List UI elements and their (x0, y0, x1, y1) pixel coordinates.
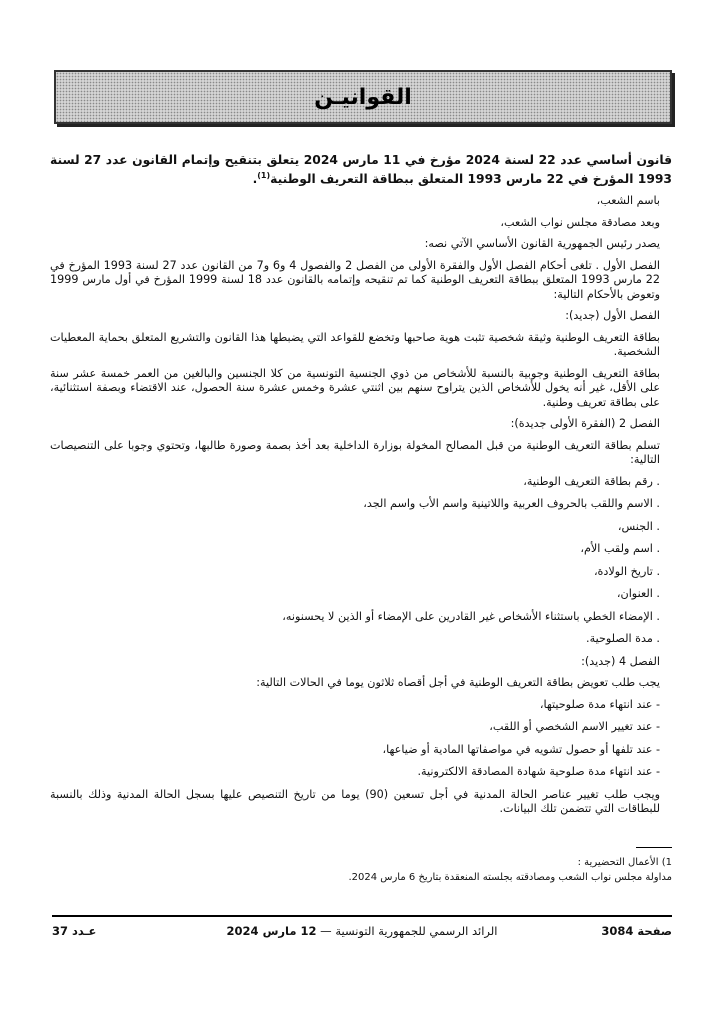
list-item: . تاريخ الولادة، (593, 564, 660, 578)
new-article-1-paragraph: بطاقة التعريف الوطنية وجوبية بالنسبة للأشخاص من ذوي الجنسية التونسية من كلا الجنسين والبالغين من العمر خمسة عشر سنة على الأقل، غير أنه يخول للأشخاص الذين يتراوح سنهم بين اثنتي عشرة وخمس عشرة سنة الحصول، عند الاقتضاء وبصفة استثنائية، على بطاقة تعريف وطنية. (50, 366, 660, 409)
list-item: . اسم ولقب الأم، (580, 542, 660, 556)
law-title-text: قانون أساسي عدد 22 لسنة 2024 مؤرخ في 11 مارس 2024 يتعلق بتنقيح وإتمام القانون عدد 27 لسنة 1993 المؤرخ في 22 مارس 1993 المتعلق ببطاقة التعريف الوطنية (50, 153, 672, 187)
issue-number: عـدد 37 (52, 924, 97, 938)
page-footer (52, 924, 672, 942)
list-item: - عند تغيير الاسم الشخصي أو اللقب، (489, 720, 660, 734)
footnote (50, 855, 672, 885)
article-1: الفصل الأول . تلغى أحكام الفصل الأول والفقرة الأولى من الفصل 2 والفصول 4 و6 و7 من القانون عدد 27 لسنة 1993 المؤرخ في 22 مارس 1993 المتعلق ببطاقة التعريف الوطنية كما تم تنقيحه وإتمامه بالقانون عدد 18 لسنة 1999 المؤرخ في أول مارس 1999 وتعوض بالأحكام التالية: (50, 258, 660, 301)
footnote-label: 1) الأعمال التحضيرية : (577, 857, 672, 868)
preamble-line: وبعد مصادقة مجلس نواب الشعب، (500, 215, 660, 229)
law-title-end: . (252, 172, 258, 187)
page-number: صفحة 3084 (601, 924, 672, 938)
list-item: - عند انتهاء مدة صلوحيتها، (539, 697, 660, 711)
new-article-1-paragraph: بطاقة التعريف الوطنية وثيقة شخصية تثبت هوية صاحبها وتخضع للقواعد التي يضبطها هذا القانون والتشريع المتعلق بحماية المعطيات الشخصية. (50, 330, 660, 359)
footer-divider (52, 915, 672, 917)
list-item: . الجنس، (617, 519, 660, 533)
new-article-4-closing: ويجب طلب تغيير عناصر الحالة المدنية في أجل تسعين (90) يوما من تاريخ التنصيص عليها بسجل الحالة المدنية وذلك بالنسبة للبطاقات التي تتضمن تلك البيانات. (50, 787, 660, 816)
preamble-line: يصدر رئيس الجمهورية القانون الأساسي الآتي نصه: (424, 237, 660, 251)
new-article-1-heading: الفصل الأول (جديد): (565, 309, 660, 323)
list-item: . رقم بطاقة التعريف الوطنية، (523, 474, 660, 488)
preamble-line: باسم الشعب، (596, 194, 660, 208)
section-title: القوانيـن (314, 84, 412, 110)
new-article-4-intro: يجب طلب تعويض بطاقة التعريف الوطنية في أجل أقصاه ثلاثون يوما في الحالات التالية: (256, 676, 660, 690)
list-item: . الإمضاء الخطي باستثناء الأشخاص غير القادرين على الإمضاء أو الذين لا يحسنونه، (282, 609, 660, 623)
journal-name: الرائد الرسمي للجمهورية التونسية — (320, 924, 498, 938)
list-item: . الاسم واللقب بالحروف العربية واللاتينية واسم الأب واسم الجد، (363, 497, 660, 511)
new-article-2-heading: الفصل 2 (الفقرة الأولى جديدة): (510, 417, 660, 431)
footnote-divider (636, 847, 672, 848)
new-article-4-heading: الفصل 4 (جديد): (581, 654, 660, 668)
section-banner (54, 70, 672, 124)
list-item: - عند تلفها أو حصول تشويه في مواصفاتها المادية أو ضياعها، (382, 742, 660, 756)
footnote-text: مداولة مجلس نواب الشعب ومصادقته بجلسته المنعقدة بتاريخ 6 مارس 2024. (348, 872, 672, 883)
list-item: - عند انتهاء مدة صلوحية شهادة المصادقة الالكترونية. (417, 765, 660, 779)
list-item: . مدة الصلوحية. (586, 632, 660, 646)
footnote-ref[interactable]: (1) (257, 171, 271, 180)
journal-title (52, 924, 672, 938)
new-article-2-intro: تسلم بطاقة التعريف الوطنية من قبل المصالح المخولة بوزارة الداخلية بعد أخذ بصمة وصورة طالبها، وتحتوي وجوبا على التنصيصات التالية: (50, 438, 660, 467)
list-item: . العنوان، (616, 587, 660, 601)
issue-date: 12 مارس 2024 (226, 924, 317, 938)
law-content (50, 152, 672, 824)
law-title (50, 152, 672, 187)
